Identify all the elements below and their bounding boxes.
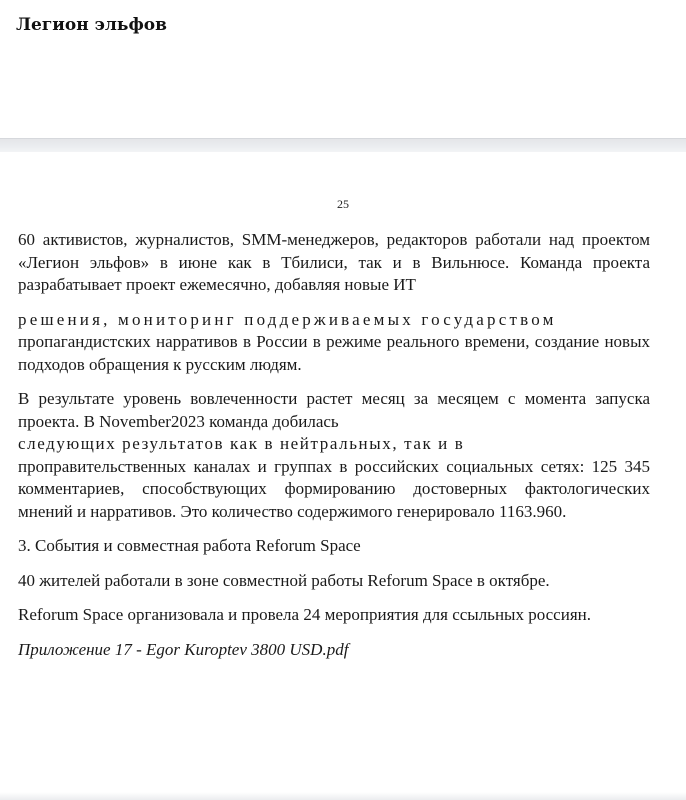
page-separator [0, 138, 686, 153]
paragraph-events: Reforum Space организовала и провела 24 мероприятия для ссыльных россиян. [18, 605, 591, 624]
paragraph-residents: 40 жителей работали в зоне совместной работы Reforum Space в октябре. [18, 570, 550, 590]
page-bottom-shadow [0, 792, 686, 800]
page-heading: Легион эльфов [16, 15, 167, 35]
paragraph-results-line3: следующих результатов как в нейтральных, так и в [18, 434, 465, 453]
paragraph-solutions-line1: решения, мониторинг поддерживаемых государством [18, 309, 557, 329]
section-heading-events: 3. События и совместная работа Reforum Space [18, 536, 361, 555]
paragraph-results-start: В результате уровень вовлеченности растет месяц за месяцем с момента запуска проекта. В November2023 команда добилась [18, 389, 650, 431]
previous-page [0, 0, 686, 138]
paragraph-activists: 60 активистов, журналистов, SMM-менеджеров, редакторов работали над проектом «Легион эльфов» в июне как в Тбилиси, так и в Вильнюсе. Команда проекта разрабатывает проект ежемесячно, добавляя новые ИТ [18, 230, 650, 294]
page-number: 25 [337, 197, 349, 211]
document-page [0, 152, 686, 800]
appendix-reference[interactable]: Приложение 17 - Egor Kuroptev 3800 USD.pdf [18, 639, 349, 659]
paragraph-results-rest: проправительственных каналах и группах в российских социальных сетях: 125 345 комментариев, способствующих формированию достоверных фактологических мнений и нарративов. Это количество содержимого генерировало 1163.960. [18, 456, 650, 521]
page-body [18, 229, 650, 661]
paragraph-solutions-rest: пропагандистских нарративов в России в режиме реального времени, создание новых подходов обращения к русским людям. [18, 332, 650, 374]
